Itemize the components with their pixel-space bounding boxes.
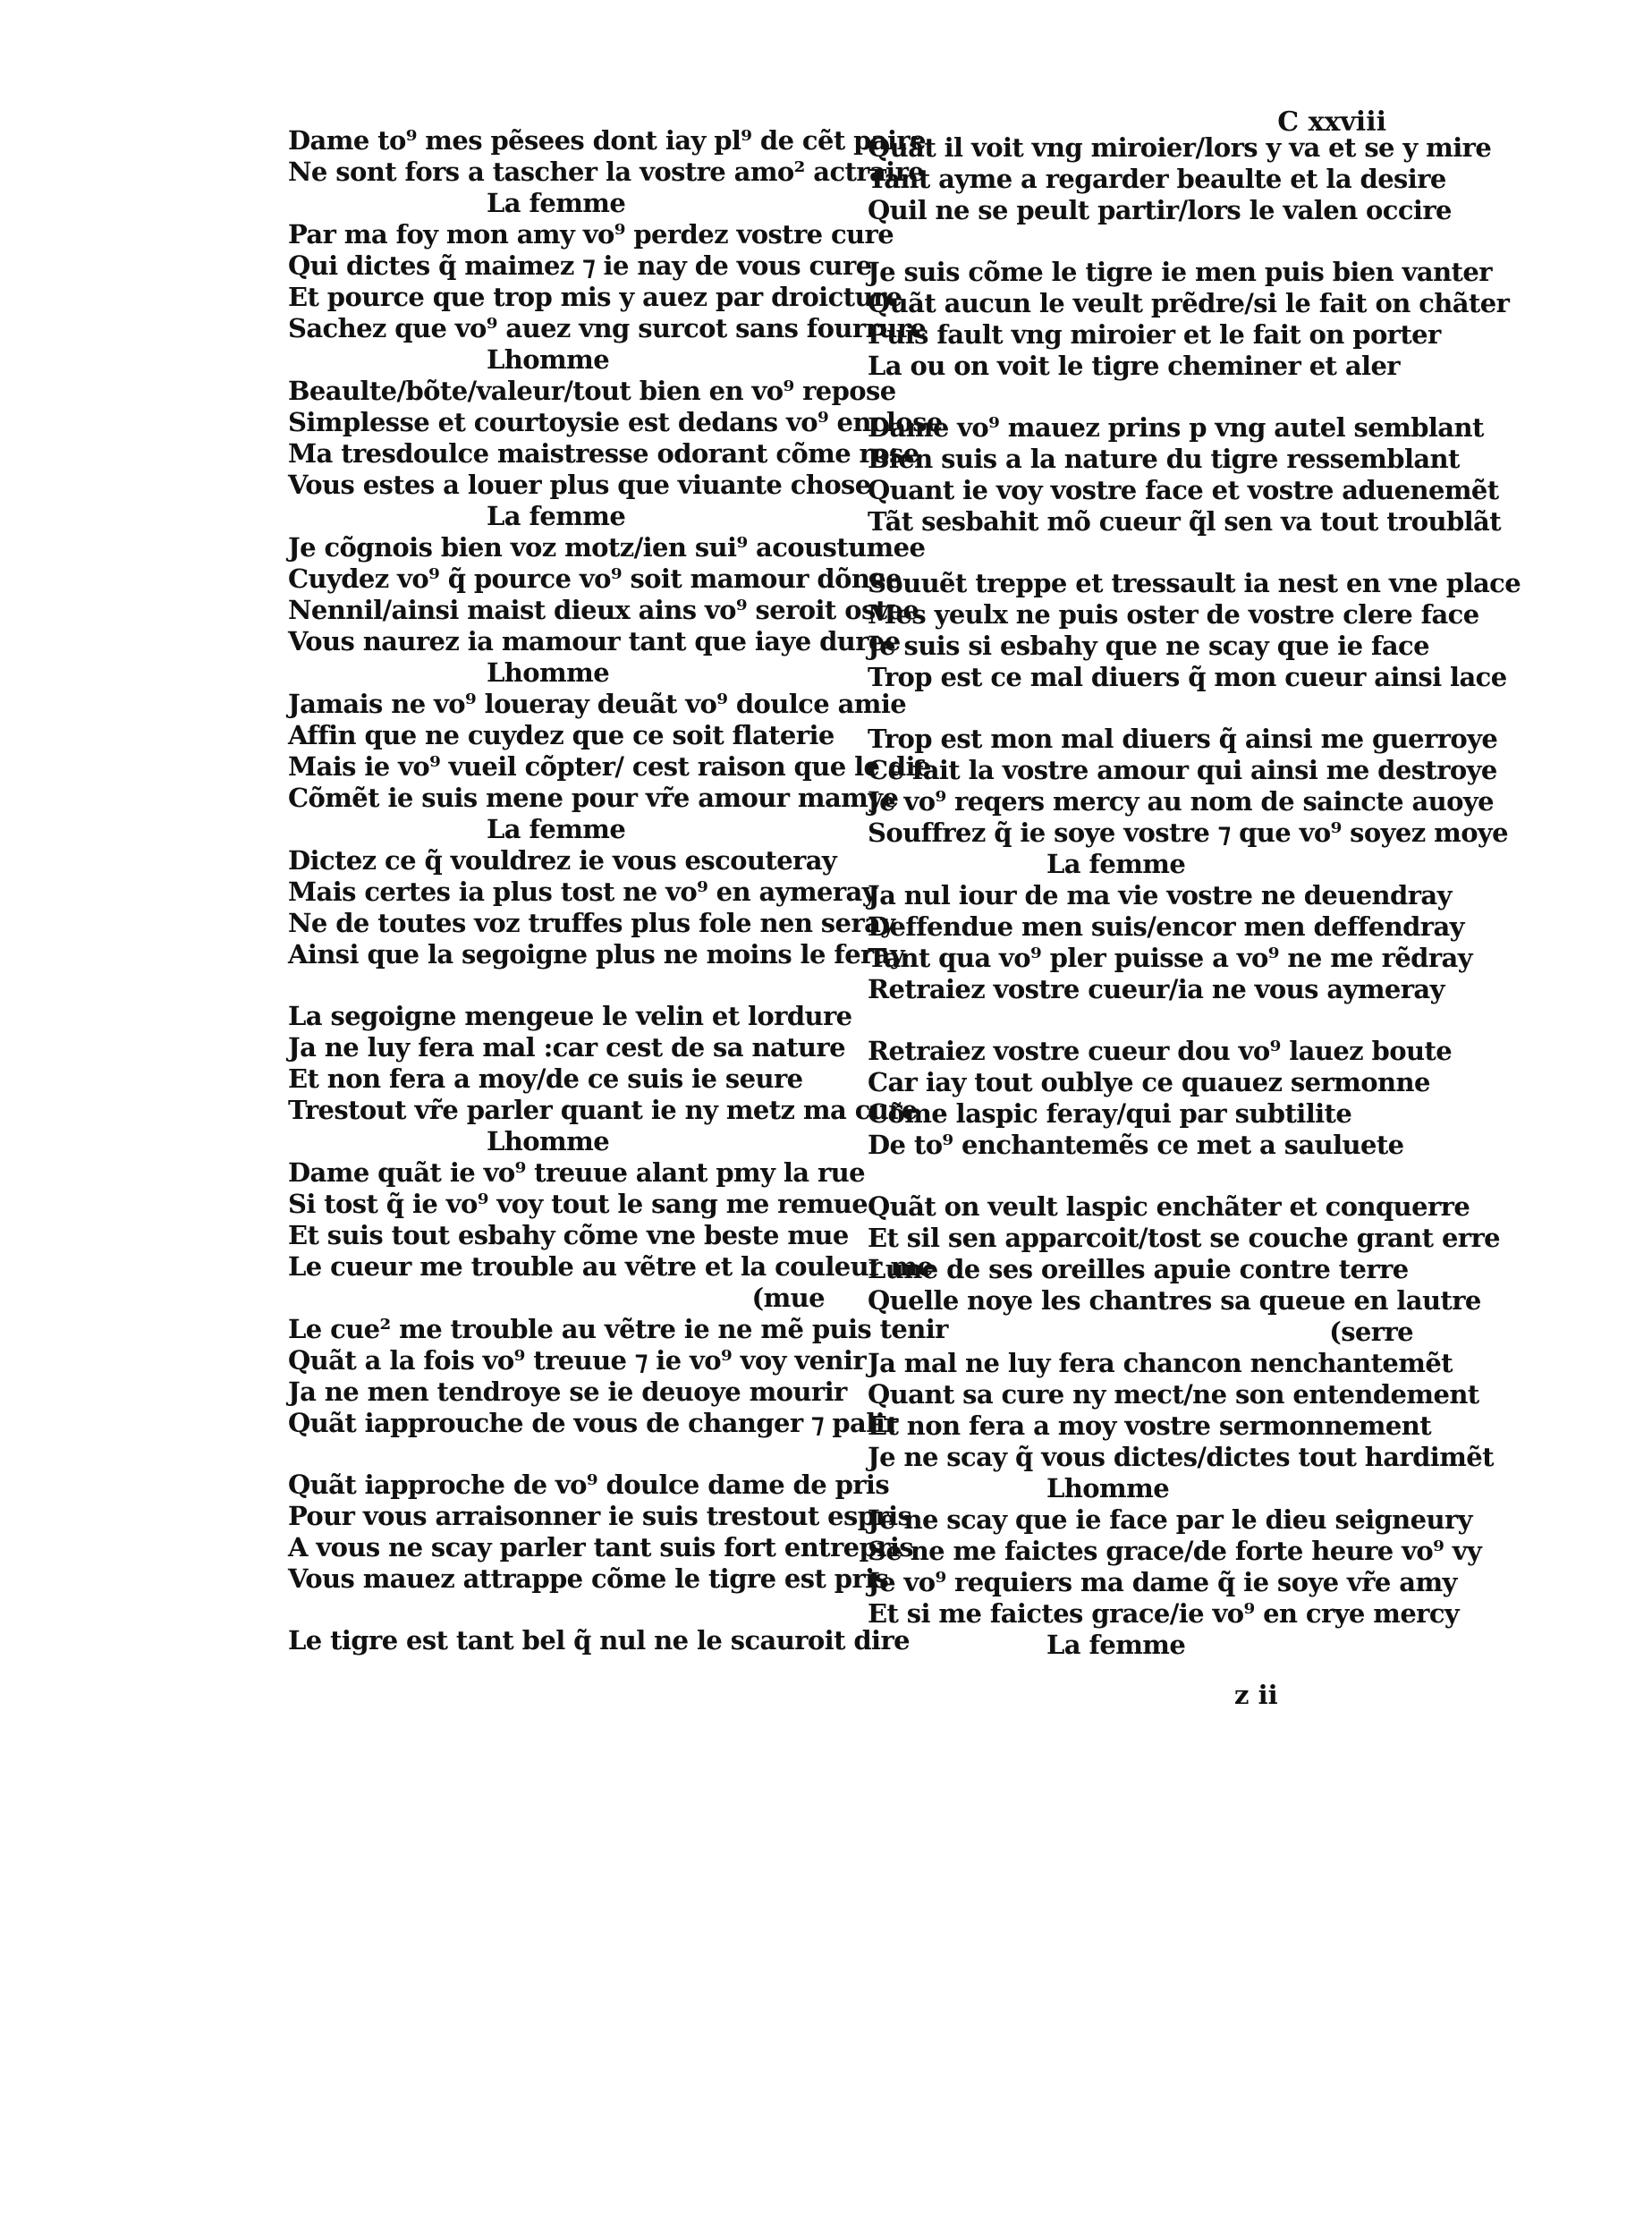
verse-line: Sachez que vo⁹ auez vng surcot sans fourrure xyxy=(288,313,927,343)
verse-line: Quãt a la fois vo⁹ treuue ⁊ ie vo⁹ voy venir xyxy=(288,1345,866,1376)
verse-line: Ce fait la vostre amour qui ainsi me destroye xyxy=(868,755,1497,785)
verse-line: Dame quãt ie vo⁹ treuue alant pmy la rue xyxy=(288,1157,866,1188)
verse-line: Je ne scay q̃ vous dictes/dictes tout hardimẽt xyxy=(868,1442,1494,1472)
verse-line: Quãt il voit vng miroier/lors y va et se y mire xyxy=(868,132,1492,163)
stanza-gap xyxy=(868,693,1422,724)
verse-line: Dame to⁹ mes pẽsees dont iay pl⁹ de cẽt paire xyxy=(288,125,926,156)
left-text-column xyxy=(288,125,948,1656)
verse-line: Cõmẽt ie suis mene pour vr̃e amour mamye xyxy=(288,783,899,813)
verse-line: Le cueur me trouble au vẽtre et la couleur me xyxy=(288,1251,934,1282)
verse-line: De to⁹ enchantemẽs ce met a sauluete xyxy=(868,1130,1404,1160)
verse-line: Et pource que trop mis y auez par droicture xyxy=(288,282,902,312)
speaker-heading: La femme xyxy=(487,814,626,844)
verse-line: Ma tresdoulce maistresse odorant cõme rose xyxy=(288,438,919,469)
verse-line: Beaulte/bõte/valeur/tout bien en vo⁹ repose xyxy=(288,376,896,406)
verse-line: Par ma foy mon amy vo⁹ perdez vostre cure xyxy=(288,219,894,250)
verse-line: Le tigre est tant bel q̃ nul ne le scauroit dire xyxy=(288,1625,910,1656)
speaker-heading: La femme xyxy=(1046,849,1186,879)
verse-line: Souffrez q̃ ie soye vostre ⁊ que vo⁹ soyez moye xyxy=(868,817,1509,848)
verse-line: Je suis si esbahy que ne scay que ie face xyxy=(868,631,1429,661)
verse-line: Vous estes a louer plus que viuante chose xyxy=(288,470,871,500)
verse-line: Bien suis a la nature du tigre ressemblant xyxy=(868,444,1460,474)
verse-line: Quant ie voy vostre face et vostre aduenemẽt xyxy=(868,475,1499,505)
verse-line: Et non fera a moy/de ce suis ie seure xyxy=(288,1063,803,1094)
verse-line: Quãt on veult laspic enchãter et conquerre xyxy=(868,1191,1470,1222)
verse-line: A vous ne scay parler tant suis fort entrepris xyxy=(288,1532,914,1563)
speaker-heading: La femme xyxy=(1046,1630,1186,1660)
verse-line: Retraiez vostre cueur/ia ne vous aymeray xyxy=(868,974,1444,1004)
stanza-gap xyxy=(868,538,1422,568)
verse-line: La segoigne mengeue le velin et lordure xyxy=(288,1001,852,1031)
stanza-gap xyxy=(868,1161,1422,1191)
verse-line: Pour vous arraisonner ie suis trestout espris xyxy=(288,1501,912,1531)
speaker-heading: La femme xyxy=(487,501,626,531)
stanza-gap xyxy=(288,1595,843,1625)
verse-line: Retraiez vostre cueur dou vo⁹ lauez boute xyxy=(868,1036,1453,1066)
speaker-heading: Lhomme xyxy=(487,657,610,688)
verse-line: Si tost q̃ ie vo⁹ voy tout le sang me remue xyxy=(288,1189,868,1219)
verse-overflow: (mue xyxy=(751,1283,825,1313)
signature-mark: z ii xyxy=(1234,1680,1278,1710)
verse-line: Quãt aucun le veult prẽdre/si le fait on chãter xyxy=(868,288,1510,318)
verse-line: Trop est ce mal diuers q̃ mon cueur ainsi lace xyxy=(868,662,1507,692)
verse-line: Je cõgnois bien voz motz/ien sui⁹ acoustumee xyxy=(288,532,926,563)
stanza-gap xyxy=(288,1439,843,1469)
speaker-heading: Lhomme xyxy=(487,344,610,375)
verse-line: Quãt iapproche de vo⁹ doulce dame de pris xyxy=(288,1469,890,1500)
verse-line: Ainsi que la segoigne plus ne moins le feray xyxy=(288,939,905,970)
stanza-gap xyxy=(868,382,1422,412)
verse-line: Quant sa cure ny mect/ne son entendement xyxy=(868,1379,1479,1410)
right-text-column xyxy=(868,132,1521,1661)
speaker-heading: La femme xyxy=(487,188,626,218)
verse-line: Ne de toutes voz truffes plus fole nen seray xyxy=(288,908,895,938)
verse-line: Car iay tout oublye ce quauez sermonne xyxy=(868,1067,1430,1097)
verse-line: Je suis cõme le tigre ie men puis bien vanter xyxy=(868,257,1492,287)
verse-line: Deffendue men suis/encor men deffendray xyxy=(868,911,1464,942)
verse-line: Jamais ne vo⁹ loueray deuãt vo⁹ doulce amie xyxy=(288,689,907,719)
verse-line: Dame vo⁹ mauez prins p vng autel semblant xyxy=(868,412,1484,443)
verse-line: Je vo⁹ requiers ma dame q̃ ie soye vr̃e amy xyxy=(868,1567,1457,1597)
verse-line: Ja mal ne luy fera chancon nenchantemẽt xyxy=(868,1348,1453,1378)
folio-number: C xxviii xyxy=(1277,106,1386,138)
verse-line: Trop est mon mal diuers q̃ ainsi me guerroye xyxy=(868,724,1498,754)
verse-line: Quelle noye les chantres sa queue en lautre xyxy=(868,1285,1481,1316)
verse-line: Et suis tout esbahy cõme vne beste mue xyxy=(288,1220,849,1250)
verse-line: Et non fera a moy vostre sermonnement xyxy=(868,1410,1432,1441)
verse-line: Et sil sen apparcoit/tost se couche grant erre xyxy=(868,1223,1501,1253)
verse-line: Cuydez vo⁹ q̃ pource vo⁹ soit mamour dõnee xyxy=(288,563,902,594)
verse-line: Tant ayme a regarder beaulte et la desire xyxy=(868,164,1446,194)
verse-line: Quil ne se peult partir/lors le valen occire xyxy=(868,195,1452,225)
verse-line: La ou on voit le tigre cheminer et aler xyxy=(868,351,1400,381)
verse-line: Nennil/ainsi maist dieux ains vo⁹ seroit ostee xyxy=(288,595,919,625)
verse-line: Ja ne men tendroye se ie deuoye mourir xyxy=(288,1376,847,1407)
verse-line: Le cue² me trouble au vẽtre ie ne mẽ puis tenir xyxy=(288,1314,948,1344)
verse-line: Mais ie vo⁹ vueil cõpter/ cest raison que le die xyxy=(288,751,931,782)
verse-line: Se ne me faictes grace/de forte heure vo⁹ vy xyxy=(868,1536,1482,1566)
stanza-gap xyxy=(868,1005,1422,1036)
verse-line: Souuẽt treppe et tressault ia nest en vne place xyxy=(868,568,1521,598)
verse-line: Ja ne luy fera mal :car cest de sa nature xyxy=(288,1032,845,1063)
verse-line: Quãt iapprouche de vous de changer ⁊ palir xyxy=(288,1408,898,1438)
verse-line: Je ne scay que ie face par le dieu seigneury xyxy=(868,1504,1472,1535)
speaker-heading: Lhomme xyxy=(487,1126,610,1156)
verse-line: Qui dictes q̃ maimez ⁊ ie nay de vous cure xyxy=(288,250,872,281)
stanza-gap xyxy=(288,970,843,1001)
verse-line: Ja nul iour de ma vie vostre ne deuendray xyxy=(868,880,1452,910)
verse-line: Vous mauez attrappe cõme le tigre est pris xyxy=(288,1563,889,1594)
verse-line: Trestout vr̃e parler quant ie ny metz ma cure xyxy=(288,1095,918,1125)
verse-line: Je vo⁹ reqers mercy au nom de saincte auoye xyxy=(868,786,1494,817)
verse-overflow: (serre xyxy=(1329,1317,1413,1347)
verse-line: Mais certes ia plus tost ne vo⁹ en aymeray xyxy=(288,877,877,907)
verse-line: Mes yeulx ne puis oster de vostre clere face xyxy=(868,599,1479,630)
verse-line: Et si me faictes grace/ie vo⁹ en crye mercy xyxy=(868,1598,1460,1629)
verse-line: Affin que ne cuydez que ce soit flaterie xyxy=(288,720,834,750)
verse-line: Puis fault vng miroier et le fait on porter xyxy=(868,319,1441,350)
verse-line: Ne sont fors a tascher la vostre amo² actraire xyxy=(288,157,925,187)
speaker-heading: Lhomme xyxy=(1046,1473,1170,1503)
verse-line: Tant qua vo⁹ pler puisse a vo⁹ ne me rẽdray xyxy=(868,943,1472,973)
verse-line: Vous naurez ia mamour tant que iaye duree xyxy=(288,626,901,656)
verse-line: Cõme laspic feray/qui par subtilite xyxy=(868,1098,1352,1129)
verse-line: Lune de ses oreilles apuie contre terre xyxy=(868,1254,1409,1284)
verse-line: Tãt sesbahit mõ cueur q̃l sen va tout troublãt xyxy=(868,506,1502,537)
stanza-gap xyxy=(868,226,1422,257)
verse-line: Simplesse et courtoysie est dedans vo⁹ enclose xyxy=(288,407,943,437)
verse-line: Dictez ce q̃ vouldrez ie vous escouteray xyxy=(288,845,837,876)
